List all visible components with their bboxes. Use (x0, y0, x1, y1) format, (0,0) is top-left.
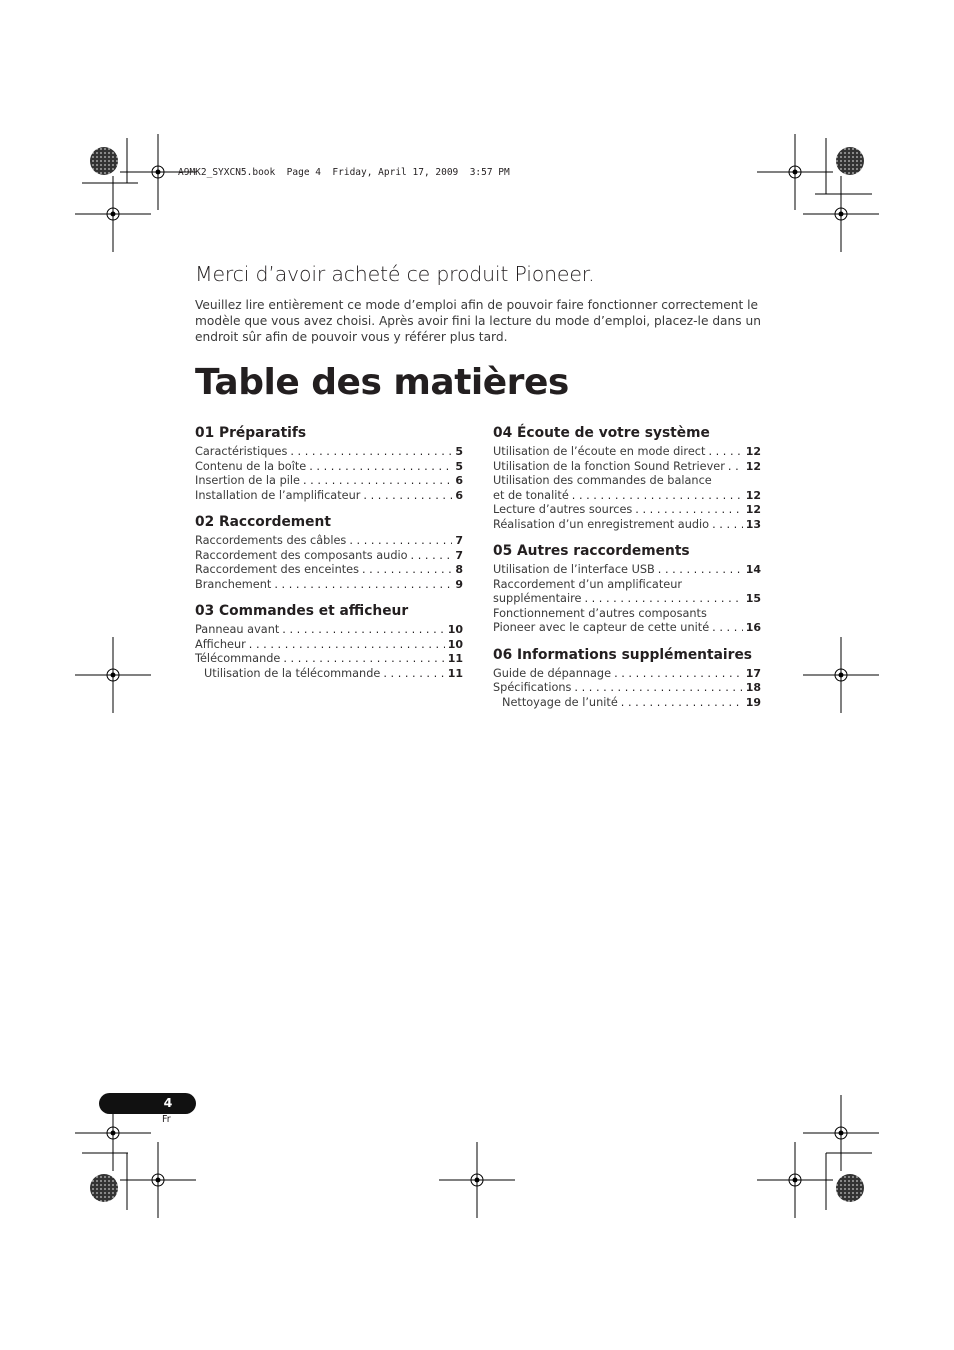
toc-section (195, 602, 463, 681)
toc-section-heading: 01 Préparatifs (195, 425, 307, 441)
toc-leader-dots (712, 518, 743, 533)
toc-entry-page: 15 (745, 592, 761, 605)
toc-leader-dots (712, 621, 743, 636)
toc-section (195, 424, 463, 503)
toc-entry-label: Raccordements des câbles (195, 534, 347, 547)
toc-entry-label: Utilisation de la fonction Sound Retriever (493, 459, 725, 473)
toc-entry-label: Panneau avant (195, 623, 280, 636)
toc-entry[interactable] (195, 460, 463, 475)
toc-leader-dots (574, 681, 742, 696)
toc-entry-page: 8 (455, 563, 463, 576)
toc-entry[interactable] (195, 549, 463, 564)
toc-entry-page: 7 (455, 548, 463, 562)
toc-entry[interactable] (195, 489, 463, 504)
toc-section-heading: 06 Informations supplémentaires (493, 646, 753, 663)
toc-entry-line[interactable]: Raccordement d’un amplificateur (493, 577, 683, 591)
toc-section-heading: 05 Autres raccordements (493, 543, 690, 559)
toc-section-heading: 02 Raccordement (195, 514, 331, 530)
toc-entry-page: 19 (745, 695, 761, 709)
toc-entry[interactable] (493, 503, 761, 518)
toc-entry-label: Réalisation d’un enregistrement audio (493, 517, 710, 531)
toc-entry[interactable] (493, 621, 761, 636)
toc-entry-label: Télécommande (195, 652, 281, 665)
toc-entry[interactable] (195, 638, 463, 653)
toc-entry[interactable] (493, 563, 761, 578)
toc-entry[interactable] (493, 489, 761, 504)
toc-entry-page: 12 (745, 503, 761, 516)
toc-entry-line[interactable]: Fonctionnement d’autres composants (493, 606, 707, 620)
crop-mark-top-right-icon (757, 134, 879, 252)
toc-entry-label: Utilisation de l’écoute en mode direct (493, 445, 706, 458)
toc-entry-page: 10 (447, 623, 463, 636)
toc-section (493, 542, 761, 636)
toc-entry[interactable] (493, 518, 761, 533)
toc-entry[interactable] (195, 623, 463, 638)
toc-section (493, 646, 761, 711)
toc-entry[interactable] (195, 534, 463, 549)
toc-entry-page: 12 (745, 488, 761, 502)
toc-entry-page: 9 (455, 577, 463, 591)
toc-entry-label: Insertion de la pile (195, 474, 300, 487)
toc-entry-label: Raccordement des enceintes (195, 563, 359, 576)
toc-entry-label: Afficheur (195, 637, 246, 651)
toc-entry[interactable] (195, 474, 463, 489)
toc-entry[interactable] (493, 445, 761, 460)
toc-entry-page: 11 (447, 666, 463, 680)
toc-entry-label: Lecture d’autres sources (493, 503, 633, 516)
toc-column-left (195, 424, 463, 691)
toc-entry-label: Caractéristiques (195, 445, 288, 458)
toc-leader-dots (309, 460, 452, 475)
intro-line: Veuillez lire entièrement ce mode d’emploi afin de pouvoir faire fonctionner correctement le (195, 298, 759, 312)
toc-entry-page: 14 (745, 563, 761, 576)
toc-section-heading: 04 Écoute de votre système (493, 425, 710, 441)
toc-entry-label: Pioneer avec le capteur de cette unité (493, 621, 710, 634)
toc-entry-label: Nettoyage de l’unité (502, 695, 618, 709)
toc-entry-label: Spécifications (493, 681, 572, 694)
toc-entry[interactable] (195, 578, 463, 593)
toc-leader-dots (362, 563, 452, 578)
toc-entry[interactable] (493, 696, 761, 711)
toc-entry-page: 16 (745, 621, 761, 634)
toc-entry-page: 10 (447, 637, 463, 651)
intro-line: modèle que vous avez choisi. Après avoir fini la lecture du mode d’emploi, placez-le dans un (195, 314, 761, 329)
toc-entry-page: 7 (455, 534, 463, 547)
toc-leader-dots (283, 652, 444, 667)
toc-leader-dots (303, 474, 452, 489)
toc-leader-dots (584, 592, 742, 607)
toc-entry-label: et de tonalité (493, 488, 569, 502)
toc-entry-label: Contenu de la boîte (195, 459, 307, 473)
toc-entry-page: 18 (745, 681, 761, 694)
toc-entry-label: Branchement (195, 577, 272, 591)
toc-entry-label: supplémentaire (493, 592, 582, 605)
toc-leader-dots (635, 503, 742, 518)
toc-leader-dots (658, 563, 743, 578)
toc-entry-label: Utilisation de l’interface USB (493, 563, 655, 576)
toc-title: Table des matières (195, 362, 569, 403)
toc-entry[interactable] (195, 563, 463, 578)
toc-entry-page: 11 (447, 652, 463, 665)
crop-mark-bottom-icon (75, 1095, 879, 1218)
toc-entry-page: 12 (745, 459, 761, 473)
toc-entry-page: 6 (455, 474, 463, 487)
toc-leader-dots (621, 696, 743, 711)
toc-leader-dots (411, 549, 452, 564)
toc-leader-dots (249, 638, 445, 653)
crop-mark-top-left-icon (75, 134, 196, 252)
toc-leader-dots (383, 667, 444, 682)
intro-paragraph (195, 297, 761, 346)
toc-leader-dots (282, 623, 444, 638)
toc-entry-page: 12 (745, 445, 761, 458)
toc-entry-label: Installation de l’amplificateur (195, 488, 361, 502)
toc-entry-line[interactable]: Utilisation des commandes de balance (493, 474, 712, 487)
toc-entry[interactable] (493, 592, 761, 607)
toc-entry-page: 6 (455, 488, 463, 502)
book-info-header: A9MK2_SYXCN5.book Page 4 Friday, April 17, 2009 3:57 PM (178, 167, 510, 178)
toc-entry[interactable] (195, 652, 463, 667)
toc-leader-dots (728, 460, 743, 475)
toc-entry-page: 5 (455, 459, 463, 473)
toc-entry-page: 17 (745, 666, 761, 680)
intro-line: endroit sûr afin de pouvoir vous y référer plus tard. (195, 330, 508, 345)
toc-leader-dots (614, 667, 743, 682)
toc-leader-dots (349, 534, 452, 549)
toc-leader-dots (708, 445, 742, 460)
toc-section-heading: 03 Commandes et afficheur (195, 603, 409, 619)
toc-entry[interactable] (493, 681, 761, 696)
page-number: 4 (163, 1095, 173, 1110)
toc-column-right (493, 424, 761, 720)
toc-leader-dots (274, 578, 452, 593)
toc-entry-page: 5 (455, 445, 463, 458)
welcome-title: Merci d’avoir acheté ce produit Pioneer. (195, 262, 595, 286)
toc-entry-label: Raccordement des composants audio (195, 548, 408, 562)
toc-entry[interactable] (493, 460, 761, 475)
toc-entry[interactable] (195, 445, 463, 460)
toc-entry-page: 13 (745, 517, 761, 531)
toc-section (493, 424, 761, 532)
toc-entry-label: Guide de dépannage (493, 666, 612, 680)
toc-entry[interactable] (493, 667, 761, 682)
toc-entry-label: Utilisation de la télécommande (204, 666, 381, 680)
toc-entry[interactable] (195, 667, 463, 682)
toc-leader-dots (572, 489, 743, 504)
toc-leader-dots (290, 445, 452, 460)
toc-section (195, 513, 463, 592)
language-code: Fr (162, 1114, 171, 1125)
toc-leader-dots (363, 489, 452, 504)
